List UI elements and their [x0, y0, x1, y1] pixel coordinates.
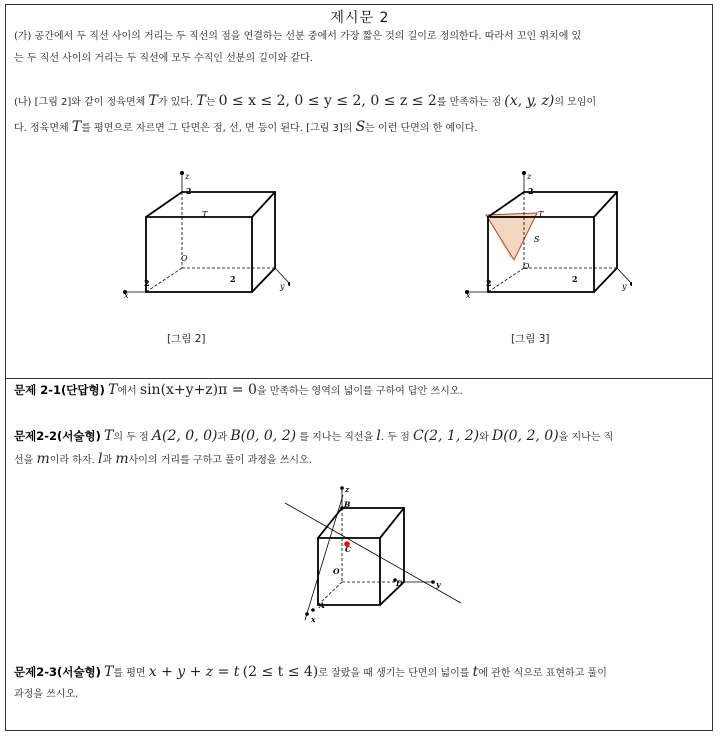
- fig4-point-A: A: [319, 601, 325, 610]
- fig3-tick-y: 2: [572, 274, 578, 284]
- fig3-tick-z: 2: [528, 186, 534, 196]
- fig3-label-S: S: [534, 235, 540, 244]
- fig2-axis-z: z: [185, 172, 190, 181]
- fig2-label-T: T: [202, 210, 208, 219]
- fig2-tick-z: 2: [186, 186, 192, 196]
- figure-3-cube: [452, 165, 632, 300]
- paragraph-ga-line2: 는 두 직선 사이의 거리는 두 직선에 모두 수직인 선분의 길이와 같다.: [14, 53, 313, 64]
- question-2-1: 문제 2-1(단답형) T에서 sin(x+y+z)π = 0을 만족하는 영역의 넓이를 구하여 답안 쓰시오.: [14, 382, 463, 398]
- fig3-tick-x: 2: [486, 278, 492, 288]
- paragraph-na-line2: 다. 정육면체 T를 평면으로 자르면 그 단면은 점, 선, 면 등이 된다. [그림 3]의 S는 이런 단면의 한 예이다.: [14, 119, 478, 135]
- figure-2-cube: [110, 165, 290, 300]
- fig3-axis-z: z: [527, 172, 532, 181]
- question-2-2-line1: 문제2-2(서술형) T의 두 점 A(2, 0, 0)과 B(0, 0, 2) 를 지나는 직선을 l. 두 점 C(2, 1, 2)와 D(0, 2, 0)을 지나는 직: [14, 428, 614, 444]
- fig4-axis-x: x: [311, 615, 316, 624]
- fig3-label-T: T: [538, 210, 544, 219]
- fig3-origin: O: [523, 262, 530, 271]
- question-2-2-line2: 선을 m이라 하자. l과 m사이의 거리를 구하고 풀이 과정을 쓰시오.: [14, 451, 312, 467]
- paragraph-na-line1: (나) [그림 2]와 같이 정육면체 T가 있다. T는 0 ≤ x ≤ 2, 0 ≤ y ≤ 2, 0 ≤ z ≤ 2를 만족하는 점 (x, y, z)의 모임이: [14, 93, 597, 109]
- paragraph-ga-line1: (가) 공간에서 두 직선 사이의 거리는 두 직선의 점을 연결하는 선분 중에서 가장 짧은 것의 길이로 정의한다. 따라서 꼬인 위치에 있: [14, 31, 582, 42]
- section-divider: [5, 378, 713, 379]
- page-title: 제시문 2: [330, 10, 390, 26]
- question-2-3-line2: 과정을 쓰시오.: [14, 689, 79, 700]
- fig2-axis-y: y: [280, 282, 285, 291]
- fig4-point-C: C: [345, 545, 351, 554]
- fig4-point-B: B: [344, 500, 351, 509]
- figure-2-caption: [그림 2]: [167, 333, 206, 345]
- fig3-axis-x: x: [466, 291, 471, 300]
- fig4-axis-y: y: [436, 580, 441, 589]
- fig3-axis-y: y: [622, 282, 627, 291]
- figure-4-cube-lines: [283, 470, 463, 628]
- fig2-tick-x: 2: [144, 278, 150, 288]
- question-2-3-line1: 문제2-3(서술형) T를 평면 x + y + z = t (2 ≤ t ≤ 4)로 잘랐을 때 생기는 단면의 넓이를 t에 관한 식으로 표현하고 풀이: [14, 664, 607, 680]
- fig4-axis-z: z: [345, 485, 350, 494]
- fig2-origin: O: [181, 254, 188, 263]
- fig2-tick-y: 2: [230, 274, 236, 284]
- fig2-axis-x: x: [124, 291, 129, 300]
- figure-3-caption: [그림 3]: [511, 333, 550, 345]
- fig4-origin: O: [333, 567, 340, 576]
- fig4-point-D: D: [396, 579, 403, 588]
